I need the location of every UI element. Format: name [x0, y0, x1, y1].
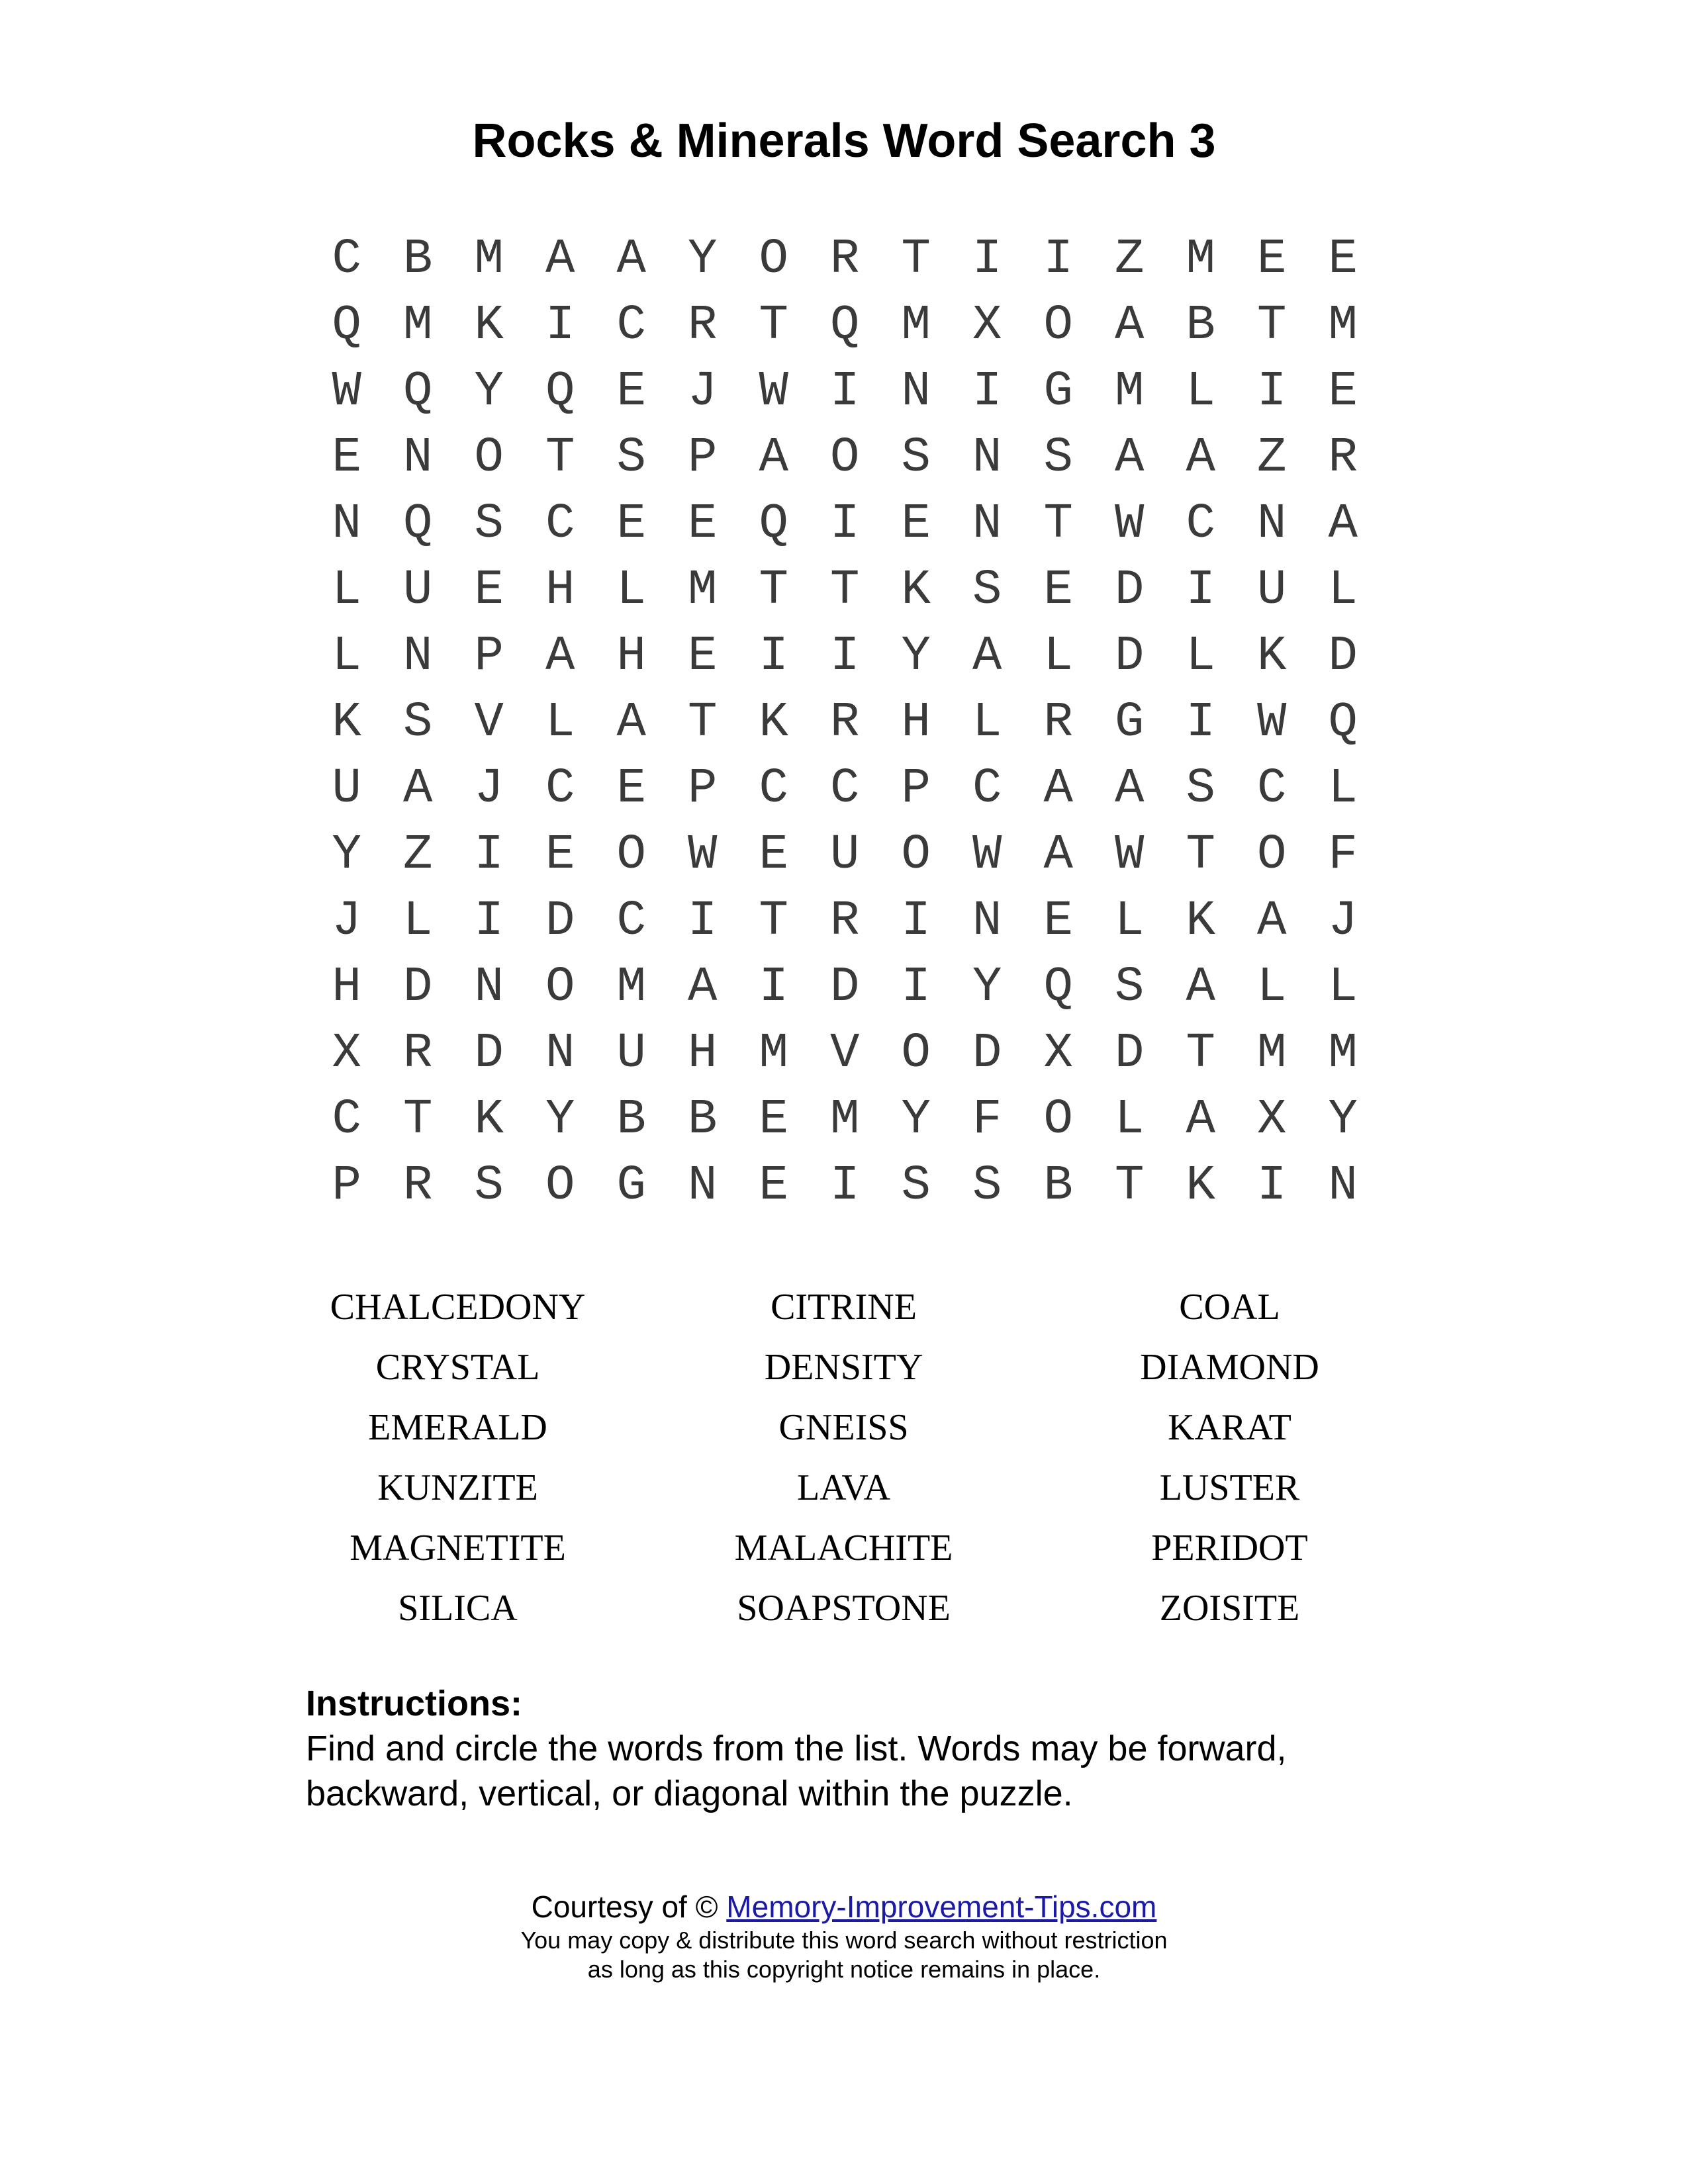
- grid-letter: Y: [901, 1092, 931, 1148]
- grid-letter: I: [830, 1158, 860, 1214]
- grid-letter: M: [830, 1092, 860, 1148]
- grid-letter: E: [688, 629, 718, 684]
- grid-letter: W: [972, 827, 1002, 883]
- grid-letter: C: [759, 761, 788, 817]
- grid-letter: N: [901, 364, 931, 420]
- courtesy-line: [0, 1888, 1688, 1926]
- grid-letter: I: [901, 960, 931, 1015]
- grid-letter: D: [1115, 629, 1145, 684]
- grid-letter: L: [1186, 364, 1215, 420]
- grid-letter: E: [759, 1158, 788, 1214]
- word-list: [265, 1277, 1423, 1639]
- grid-letter: O: [1043, 1092, 1073, 1148]
- word-search-grid: [311, 226, 1390, 1219]
- grid-letter: Q: [332, 298, 361, 353]
- grid-letter: C: [1257, 761, 1287, 817]
- word-list-row: [265, 1458, 1423, 1518]
- grid-letter: Y: [901, 629, 931, 684]
- grid-letter: N: [688, 1158, 718, 1214]
- word-list-item: KARAT: [1168, 1407, 1291, 1448]
- word-list-item: PERIDOT: [1151, 1527, 1308, 1569]
- grid-letter: R: [1043, 695, 1073, 751]
- courtesy-prefix: Courtesy of ©: [531, 1889, 727, 1924]
- grid-letter: P: [901, 761, 931, 817]
- grid-letter: O: [545, 1158, 575, 1214]
- grid-letter: B: [1186, 298, 1215, 353]
- grid-letter: W: [688, 827, 718, 883]
- site-link[interactable]: Memory-Improvement-Tips.com: [726, 1889, 1157, 1924]
- grid-letter: T: [1115, 1158, 1145, 1214]
- grid-letter: A: [1115, 761, 1145, 817]
- grid-letter: I: [1257, 1158, 1287, 1214]
- grid-letter: L: [1043, 629, 1073, 684]
- grid-letter: O: [616, 827, 646, 883]
- grid-letter: S: [901, 1158, 931, 1214]
- grid-letter: I: [901, 893, 931, 949]
- grid-letter: K: [759, 695, 788, 751]
- grid-letter: X: [332, 1026, 361, 1081]
- grid-letter: M: [403, 298, 433, 353]
- grid-letter: Q: [403, 364, 433, 420]
- grid-letter: T: [901, 232, 931, 287]
- grid-letter: R: [830, 232, 860, 287]
- grid-letter: T: [1186, 827, 1215, 883]
- grid-letter: M: [1257, 1026, 1287, 1081]
- grid-letter: C: [616, 893, 646, 949]
- grid-letter: L: [1328, 761, 1358, 817]
- grid-letter: L: [1115, 1092, 1145, 1148]
- grid-letter: P: [688, 430, 718, 486]
- grid-letter: C: [332, 232, 361, 287]
- grid-letter: B: [1043, 1158, 1073, 1214]
- grid-letter: R: [830, 695, 860, 751]
- grid-letter: A: [1257, 893, 1287, 949]
- grid-letter: O: [1043, 298, 1073, 353]
- grid-letter: I: [688, 893, 718, 949]
- grid-letter: Q: [830, 298, 860, 353]
- grid-letter: A: [688, 960, 718, 1015]
- grid-letter: G: [1043, 364, 1073, 420]
- word-list-item: KUNZITE: [377, 1467, 538, 1508]
- word-list-item: CITRINE: [771, 1287, 917, 1328]
- grid-letter: T: [403, 1092, 433, 1148]
- grid-letter: S: [1186, 761, 1215, 817]
- grid-letter: K: [474, 298, 504, 353]
- grid-letter: J: [474, 761, 504, 817]
- grid-letter: A: [1328, 496, 1358, 552]
- grid-row: [311, 491, 1390, 557]
- grid-letter: E: [1043, 563, 1073, 618]
- grid-letter: V: [474, 695, 504, 751]
- grid-letter: H: [616, 629, 646, 684]
- grid-letter: E: [901, 496, 931, 552]
- word-list-item: CHALCEDONY: [330, 1287, 586, 1328]
- grid-letter: N: [1257, 496, 1287, 552]
- grid-letter: P: [474, 629, 504, 684]
- grid-letter: E: [1257, 232, 1287, 287]
- grid-letter: S: [901, 430, 931, 486]
- grid-row: [311, 822, 1390, 888]
- grid-letter: S: [1043, 430, 1073, 486]
- grid-letter: E: [616, 364, 646, 420]
- grid-letter: T: [688, 695, 718, 751]
- grid-letter: L: [545, 695, 575, 751]
- grid-letter: L: [332, 629, 361, 684]
- grid-letter: I: [1043, 232, 1073, 287]
- grid-letter: N: [972, 496, 1002, 552]
- grid-letter: Y: [1328, 1092, 1358, 1148]
- grid-letter: I: [474, 893, 504, 949]
- grid-letter: I: [759, 629, 788, 684]
- grid-letter: U: [1257, 563, 1287, 618]
- grid-letter: F: [972, 1092, 1002, 1148]
- copyright-notice-line-2: as long as this copyright notice remains in place.: [587, 1956, 1101, 1983]
- grid-letter: C: [332, 1092, 361, 1148]
- grid-letter: J: [1328, 893, 1358, 949]
- grid-letter: T: [1257, 298, 1287, 353]
- grid-letter: D: [474, 1026, 504, 1081]
- grid-letter: Y: [545, 1092, 575, 1148]
- grid-letter: E: [332, 430, 361, 486]
- grid-row: [311, 1021, 1390, 1087]
- grid-letter: L: [1257, 960, 1287, 1015]
- grid-letter: I: [1186, 695, 1215, 751]
- grid-letter: D: [1115, 563, 1145, 618]
- grid-letter: W: [1257, 695, 1287, 751]
- grid-letter: I: [1257, 364, 1287, 420]
- grid-letter: G: [1115, 695, 1145, 751]
- word-list-row: [265, 1398, 1423, 1458]
- grid-letter: L: [332, 563, 361, 618]
- grid-row: [311, 293, 1390, 359]
- instructions-line-1: Find and circle the words from the list. Words may be forward,: [306, 1729, 1287, 1768]
- grid-letter: W: [332, 364, 361, 420]
- grid-letter: P: [688, 761, 718, 817]
- word-list-item: MAGNETITE: [350, 1527, 566, 1569]
- word-list-row: [265, 1578, 1423, 1639]
- grid-letter: S: [972, 1158, 1002, 1214]
- grid-letter: I: [972, 232, 1002, 287]
- word-list-item: MALACHITE: [734, 1527, 953, 1569]
- grid-letter: A: [972, 629, 1002, 684]
- grid-letter: T: [545, 430, 575, 486]
- grid-letter: J: [332, 893, 361, 949]
- grid-letter: Q: [759, 496, 788, 552]
- instructions-line-2: backward, vertical, or diagonal within the puzzle.: [306, 1774, 1073, 1813]
- grid-letter: X: [1043, 1026, 1073, 1081]
- grid-letter: R: [688, 298, 718, 353]
- grid-letter: T: [759, 298, 788, 353]
- grid-letter: C: [972, 761, 1002, 817]
- instructions-section: [306, 1681, 1431, 1816]
- page-title: Rocks & Minerals Word Search 3: [472, 114, 1216, 167]
- grid-letter: O: [901, 827, 931, 883]
- grid-letter: L: [1186, 629, 1215, 684]
- grid-row: [311, 557, 1390, 623]
- grid-letter: E: [1043, 893, 1073, 949]
- word-list-item: EMERALD: [368, 1407, 547, 1448]
- grid-letter: A: [759, 430, 788, 486]
- word-list-row: [265, 1518, 1423, 1578]
- grid-letter: K: [901, 563, 931, 618]
- grid-letter: N: [474, 960, 504, 1015]
- grid-letter: K: [474, 1092, 504, 1148]
- grid-letter: A: [616, 695, 646, 751]
- grid-letter: V: [830, 1026, 860, 1081]
- grid-letter: P: [332, 1158, 361, 1214]
- grid-letter: E: [1328, 364, 1358, 420]
- grid-letter: E: [759, 827, 788, 883]
- grid-letter: I: [972, 364, 1002, 420]
- word-list-item: ZOISITE: [1159, 1588, 1300, 1629]
- grid-letter: N: [545, 1026, 575, 1081]
- grid-letter: I: [1186, 563, 1215, 618]
- word-list-item: CRYSTAL: [375, 1347, 540, 1388]
- grid-letter: T: [1043, 496, 1073, 552]
- grid-letter: I: [545, 298, 575, 353]
- grid-letter: U: [830, 827, 860, 883]
- grid-letter: M: [1328, 1026, 1358, 1081]
- grid-letter: Q: [1043, 960, 1073, 1015]
- grid-letter: N: [403, 629, 433, 684]
- grid-letter: I: [759, 960, 788, 1015]
- grid-letter: A: [1115, 430, 1145, 486]
- word-list-item: DENSITY: [764, 1347, 923, 1388]
- grid-letter: X: [972, 298, 1002, 353]
- grid-letter: M: [759, 1026, 788, 1081]
- grid-letter: I: [830, 496, 860, 552]
- grid-letter: T: [759, 563, 788, 618]
- grid-letter: L: [403, 893, 433, 949]
- grid-letter: L: [616, 563, 646, 618]
- word-list-item: SOAPSTONE: [737, 1588, 951, 1629]
- grid-letter: B: [403, 232, 433, 287]
- grid-letter: C: [616, 298, 646, 353]
- grid-letter: N: [332, 496, 361, 552]
- grid-row: [311, 359, 1390, 425]
- grid-row: [311, 1087, 1390, 1153]
- grid-letter: E: [545, 827, 575, 883]
- grid-letter: C: [1186, 496, 1215, 552]
- grid-letter: A: [545, 232, 575, 287]
- grid-letter: D: [1115, 1026, 1145, 1081]
- grid-letter: K: [1186, 893, 1215, 949]
- grid-letter: U: [332, 761, 361, 817]
- grid-letter: S: [972, 563, 1002, 618]
- grid-letter: U: [403, 563, 433, 618]
- grid-letter: F: [1328, 827, 1358, 883]
- grid-letter: D: [972, 1026, 1002, 1081]
- grid-letter: H: [688, 1026, 718, 1081]
- grid-letter: Y: [972, 960, 1002, 1015]
- grid-row: [311, 954, 1390, 1021]
- grid-letter: M: [1328, 298, 1358, 353]
- grid-letter: O: [759, 232, 788, 287]
- word-list-row: [265, 1277, 1423, 1338]
- grid-row: [311, 756, 1390, 822]
- grid-letter: M: [901, 298, 931, 353]
- grid-letter: L: [1328, 960, 1358, 1015]
- grid-letter: B: [688, 1092, 718, 1148]
- grid-letter: T: [830, 563, 860, 618]
- grid-letter: A: [403, 761, 433, 817]
- grid-letter: D: [403, 960, 433, 1015]
- word-list-item: DIAMOND: [1140, 1347, 1319, 1388]
- grid-letter: I: [830, 629, 860, 684]
- grid-letter: B: [616, 1092, 646, 1148]
- grid-row: [311, 425, 1390, 491]
- grid-letter: A: [1186, 960, 1215, 1015]
- word-list-item: LUSTER: [1159, 1467, 1300, 1508]
- grid-letter: S: [474, 1158, 504, 1214]
- grid-letter: C: [830, 761, 860, 817]
- grid-letter: R: [1328, 430, 1358, 486]
- grid-letter: M: [474, 232, 504, 287]
- instructions-heading: Instructions:: [306, 1684, 523, 1723]
- grid-letter: A: [1186, 1092, 1215, 1148]
- grid-letter: O: [545, 960, 575, 1015]
- grid-letter: Q: [1328, 695, 1358, 751]
- grid-row: [311, 623, 1390, 690]
- grid-letter: R: [403, 1158, 433, 1214]
- grid-letter: E: [759, 1092, 788, 1148]
- grid-letter: Z: [1115, 232, 1145, 287]
- grid-letter: M: [1115, 364, 1145, 420]
- grid-letter: L: [972, 695, 1002, 751]
- grid-letter: H: [332, 960, 361, 1015]
- word-list-item: GNEISS: [778, 1407, 909, 1448]
- grid-letter: A: [1186, 430, 1215, 486]
- grid-row: [311, 888, 1390, 954]
- grid-letter: O: [901, 1026, 931, 1081]
- grid-letter: K: [1257, 629, 1287, 684]
- grid-letter: K: [1186, 1158, 1215, 1214]
- grid-letter: R: [403, 1026, 433, 1081]
- grid-letter: Z: [403, 827, 433, 883]
- grid-letter: L: [1115, 893, 1145, 949]
- grid-letter: A: [1115, 298, 1145, 353]
- grid-letter: A: [1043, 761, 1073, 817]
- grid-letter: E: [616, 496, 646, 552]
- grid-letter: A: [545, 629, 575, 684]
- grid-letter: J: [688, 364, 718, 420]
- grid-letter: U: [616, 1026, 646, 1081]
- grid-letter: N: [972, 893, 1002, 949]
- grid-letter: I: [474, 827, 504, 883]
- grid-letter: Q: [545, 364, 575, 420]
- grid-letter: Y: [474, 364, 504, 420]
- grid-letter: N: [1328, 1158, 1358, 1214]
- grid-letter: Q: [403, 496, 433, 552]
- grid-letter: T: [759, 893, 788, 949]
- grid-letter: O: [830, 430, 860, 486]
- grid-letter: S: [1115, 960, 1145, 1015]
- grid-letter: E: [616, 761, 646, 817]
- grid-letter: T: [1186, 1026, 1215, 1081]
- grid-letter: K: [332, 695, 361, 751]
- grid-letter: W: [1115, 827, 1145, 883]
- grid-row: [311, 226, 1390, 293]
- grid-letter: D: [1328, 629, 1358, 684]
- grid-letter: R: [830, 893, 860, 949]
- word-list-item: SILICA: [398, 1588, 518, 1629]
- grid-letter: D: [830, 960, 860, 1015]
- grid-letter: H: [545, 563, 575, 618]
- grid-letter: X: [1257, 1092, 1287, 1148]
- grid-letter: M: [1186, 232, 1215, 287]
- grid-letter: N: [403, 430, 433, 486]
- grid-letter: C: [545, 761, 575, 817]
- grid-letter: W: [759, 364, 788, 420]
- word-list-item: LAVA: [796, 1467, 891, 1508]
- grid-letter: Y: [688, 232, 718, 287]
- grid-letter: G: [616, 1158, 646, 1214]
- word-list-item: COAL: [1179, 1287, 1280, 1328]
- grid-letter: C: [545, 496, 575, 552]
- grid-letter: S: [474, 496, 504, 552]
- grid-letter: A: [1043, 827, 1073, 883]
- grid-letter: I: [830, 364, 860, 420]
- grid-letter: Z: [1257, 430, 1287, 486]
- grid-letter: E: [474, 563, 504, 618]
- grid-letter: M: [616, 960, 646, 1015]
- grid-letter: S: [403, 695, 433, 751]
- grid-letter: E: [1328, 232, 1358, 287]
- grid-letter: D: [545, 893, 575, 949]
- grid-letter: H: [901, 695, 931, 751]
- copyright-notice-line-1: You may copy & distribute this word search without restriction: [520, 1927, 1168, 1954]
- grid-letter: M: [688, 563, 718, 618]
- grid-letter: Y: [332, 827, 361, 883]
- grid-letter: A: [616, 232, 646, 287]
- grid-letter: O: [1257, 827, 1287, 883]
- grid-letter: S: [616, 430, 646, 486]
- grid-letter: E: [688, 496, 718, 552]
- grid-row: [311, 1153, 1390, 1219]
- grid-row: [311, 690, 1390, 756]
- grid-letter: O: [474, 430, 504, 486]
- grid-letter: W: [1115, 496, 1145, 552]
- footer: [0, 1888, 1688, 1984]
- grid-letter: L: [1328, 563, 1358, 618]
- grid-letter: N: [972, 430, 1002, 486]
- word-list-row: [265, 1338, 1423, 1398]
